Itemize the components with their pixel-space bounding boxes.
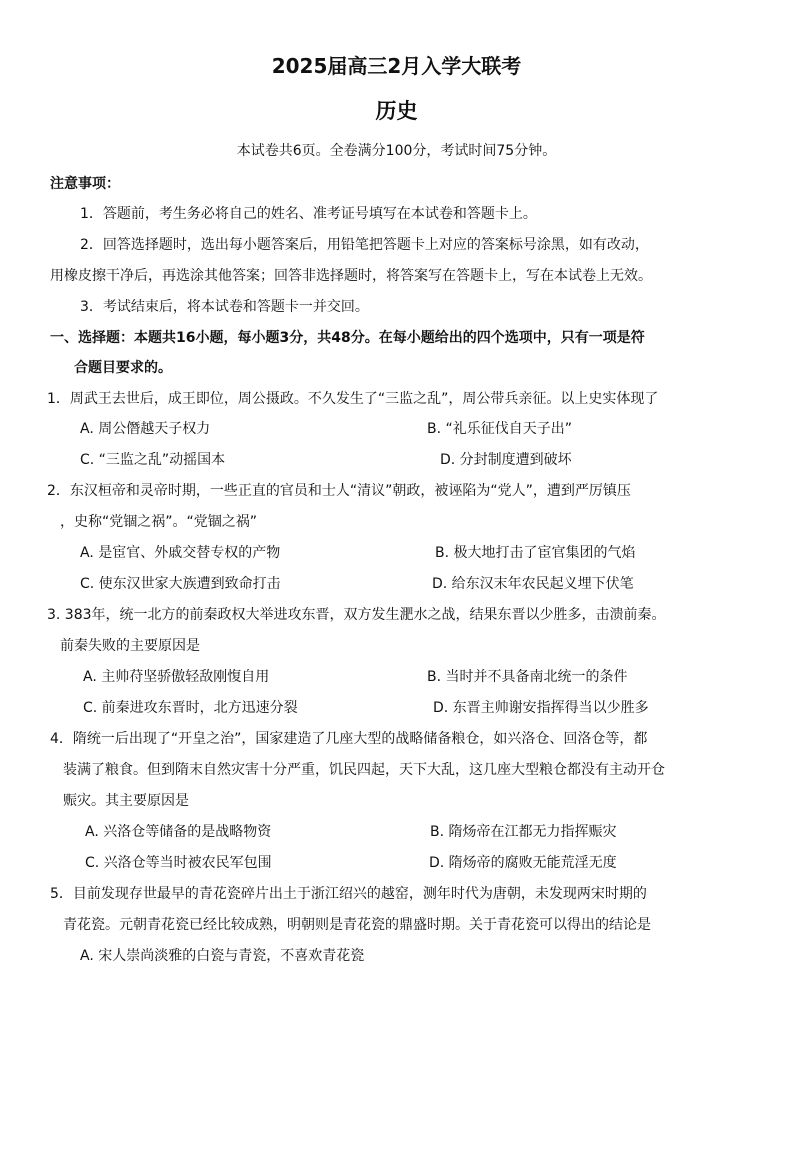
- question-3-option-b: B. 当时并不具备南北统一的条件: [427, 669, 628, 685]
- question-1-option-c: C. “三监之乱”动摇国本: [80, 452, 226, 468]
- question-2-stem-line-1: 2．东汉桓帝和灵帝时期，一些正直的官员和士人“清议”朝政，被诬陷为“党人”，遭到严厉镇压: [47, 483, 631, 499]
- section-heading-line-1: 一、选择题：本题共16小题，每小题3分，共48分。在每小题给出的四个选项中，只有一项是符: [50, 330, 645, 346]
- question-4-option-c: C. 兴洛仓等当时被农民军包围: [85, 855, 272, 871]
- question-3-option-a: A. 主帅苻坚骄傲轻敌刚愎自用: [83, 669, 270, 685]
- notes-item-2-line-1: 2．回答选择题时，选出每小题答案后，用铅笔把答题卡上对应的答案标号涂黑，如有改动，: [80, 237, 649, 253]
- question-2-option-a: A. 是宦官、外戚交替专权的产物: [80, 545, 281, 561]
- notes-item-2-line-2: 用橡皮擦干净后，再选涂其他答案；回答非选择题时，将答案写在答题卡上，写在本试卷上无效。: [50, 268, 652, 284]
- question-5-stem-line-2: 青花瓷。元朝青花瓷已经比较成熟，明朝则是青花瓷的鼎盛时期。关于青花瓷可以得出的结论是: [63, 917, 651, 933]
- question-4-stem-line-2: 装满了粮食。但到隋末自然灾害十分严重，饥民四起，天下大乱，这几座大型粮仓都没有主动开仓: [63, 762, 665, 778]
- question-1-option-d: D. 分封制度遭到破坏: [440, 452, 572, 468]
- exam-info: 本试卷共6页。全卷满分100分，考试时间75分钟。: [236, 143, 557, 159]
- question-4-stem-line-3: 赈灾。其主要原因是: [63, 793, 189, 809]
- question-3-stem-line-2: 前秦失败的主要原因是: [60, 638, 200, 654]
- section-heading-line-2: 合题目要求的。: [74, 360, 172, 376]
- question-1-option-a: A. 周公僭越天子权力: [80, 421, 211, 437]
- question-4-option-a: A. 兴洛仓等储备的是战略物资: [85, 824, 272, 840]
- question-5-stem-line-1: 5．目前发现存世最早的青花瓷碎片出土于浙江绍兴的越窑，测年时代为唐朝，未发现两宋时期的: [50, 886, 647, 902]
- question-2-option-b: B. 极大地打击了宦官集团的气焰: [435, 545, 636, 561]
- question-2-option-d: D. 给东汉末年农民起义埋下伏笔: [432, 576, 634, 592]
- question-4-option-d: D. 隋炀帝的腐败无能荒淫无度: [429, 855, 617, 871]
- question-1-option-b: B. “礼乐征伐自天子出”: [427, 421, 573, 437]
- question-4-option-b: B. 隋炀帝在江都无力指挥赈灾: [430, 824, 617, 840]
- question-3-option-c: C. 前秦进攻东晋时，北方迅速分裂: [83, 700, 298, 716]
- question-3-option-d: D. 东晋主帅谢安指挥得当以少胜多: [433, 700, 649, 716]
- notes-item-1: 1．答题前，考生务必将自己的姓名、准考证号填写在本试卷和答题卡上。: [80, 206, 537, 222]
- question-5-option-a: A. 宋人崇尚淡雅的白瓷与青瓷，不喜欢青花瓷: [80, 948, 365, 964]
- notes-heading: 注意事项：: [50, 176, 120, 192]
- subject-title: 历史: [375, 99, 418, 123]
- question-3-stem-line-1: 3. 383年，统一北方的前秦政权大举进攻东晋，双方发生淝水之战，结果东晋以少胜多，击溃前秦。: [47, 607, 666, 623]
- question-2-option-c: C. 使东汉世家大族遭到致命打击: [80, 576, 281, 592]
- question-4-stem-line-1: 4．隋统一后出现了“开皇之治”，国家建造了几座大型的战略储备粮仓，如兴洛仓、回洛仓等，都: [50, 731, 648, 747]
- exam-title: 2025届高三2月入学大联考: [271, 54, 522, 78]
- question-1-stem: 1．周武王去世后，成王即位，周公摄政。不久发生了“三监之乱”，周公带兵亲征。以上史实体现了: [47, 391, 659, 407]
- notes-item-3: 3．考试结束后，将本试卷和答题卡一并交回。: [80, 299, 369, 315]
- question-2-stem-line-2: ，史称“党锢之祸”。“党锢之祸”: [60, 514, 258, 530]
